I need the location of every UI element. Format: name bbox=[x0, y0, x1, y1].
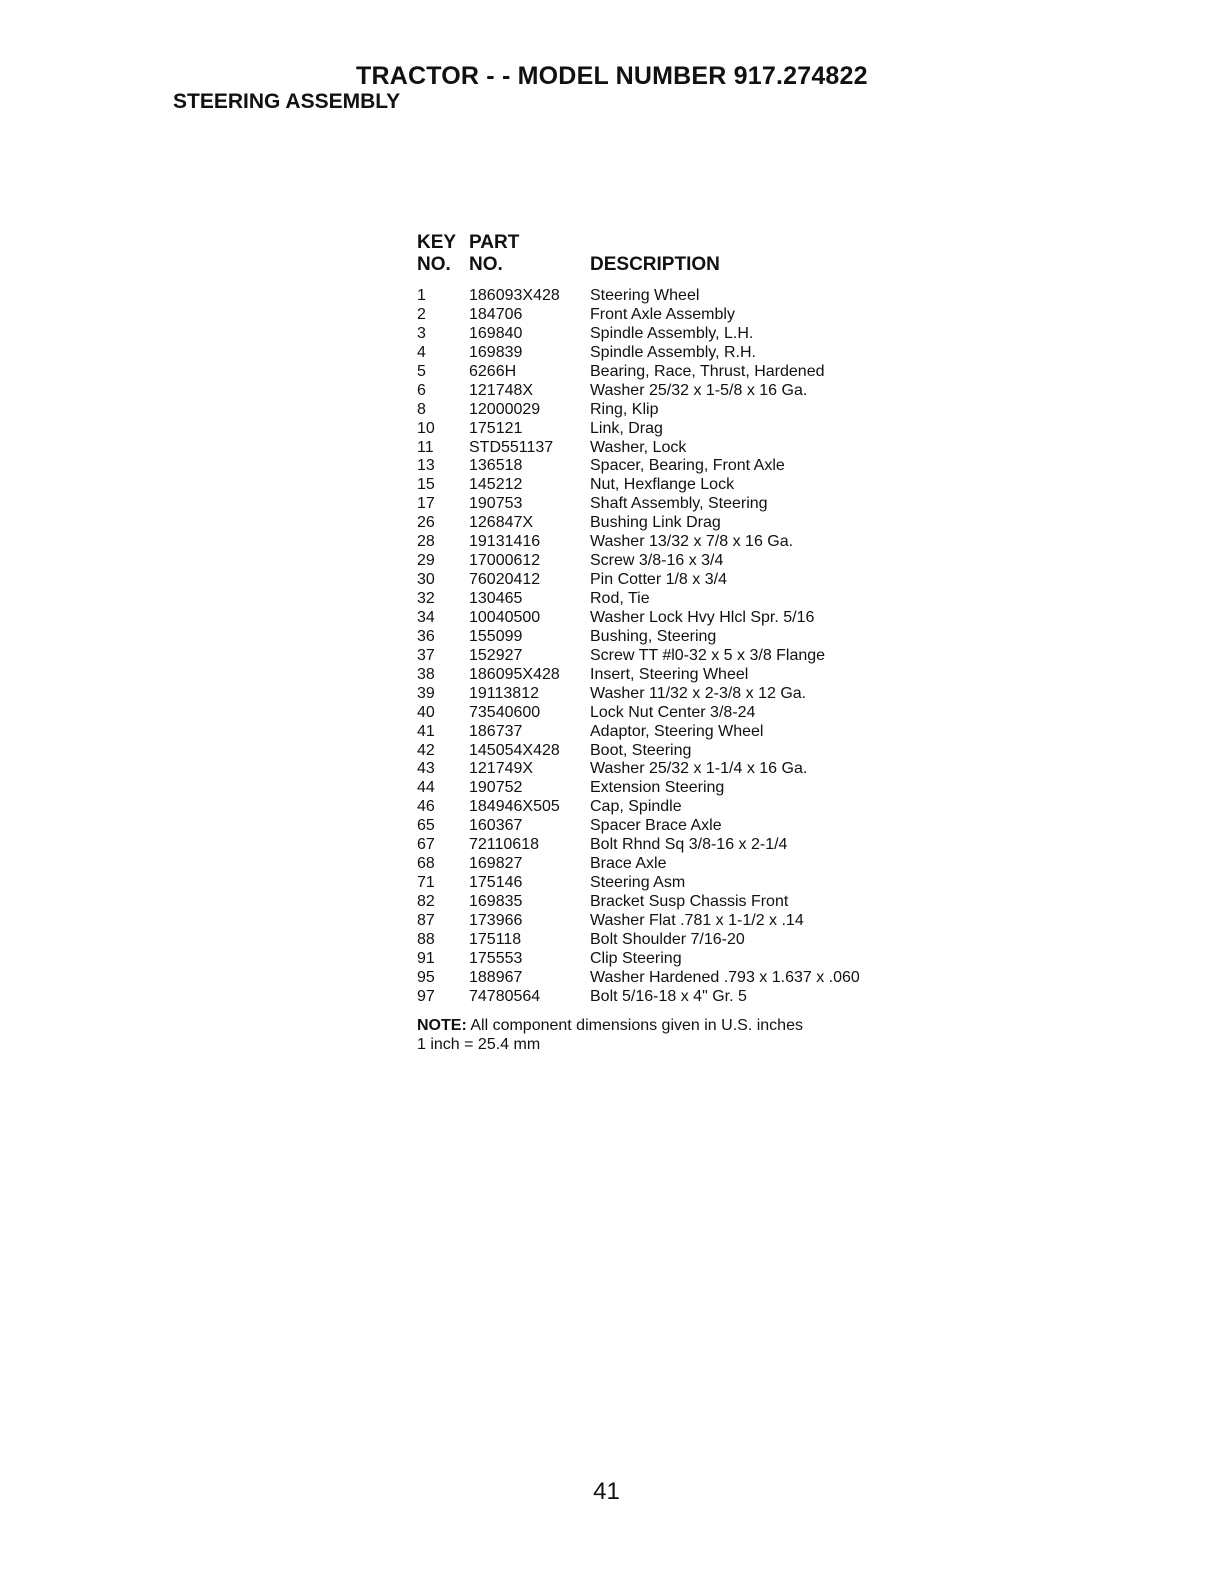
part-number-cell: STD551137 bbox=[469, 438, 554, 456]
description-cell: Washer 25/32 x 1-1/4 x 16 Ga. bbox=[590, 760, 808, 778]
table-row bbox=[417, 628, 937, 647]
table-row bbox=[417, 969, 937, 988]
part-number-cell: 169827 bbox=[469, 855, 523, 873]
description-cell: Spacer Brace Axle bbox=[590, 817, 722, 835]
table-body bbox=[417, 287, 937, 1007]
part-number-cell: 72110618 bbox=[469, 836, 539, 854]
part-number-cell: 121749X bbox=[469, 760, 534, 778]
table-row bbox=[417, 647, 937, 666]
part-number-cell: 155099 bbox=[469, 627, 523, 645]
part-number-cell: 173966 bbox=[469, 911, 523, 929]
table-row bbox=[417, 571, 937, 590]
key-cell: 28 bbox=[417, 533, 435, 551]
page-number: 41 bbox=[593, 1478, 620, 1505]
note bbox=[417, 1016, 803, 1054]
part-number-cell: 74780564 bbox=[469, 987, 541, 1005]
header-description: DESCRIPTION bbox=[590, 254, 720, 275]
part-number-cell: 19131416 bbox=[469, 533, 541, 551]
part-number-cell: 188967 bbox=[469, 968, 523, 986]
table-row bbox=[417, 514, 937, 533]
key-cell: 91 bbox=[417, 949, 435, 967]
key-cell: 43 bbox=[417, 760, 435, 778]
part-number-cell: 17000612 bbox=[469, 552, 541, 570]
key-cell: 32 bbox=[417, 590, 435, 607]
key-cell: 36 bbox=[417, 627, 435, 645]
part-number-cell: 160367 bbox=[469, 817, 523, 835]
description-cell: Bolt Shoulder 7/16-20 bbox=[590, 930, 745, 948]
part-number-cell: 152927 bbox=[469, 646, 523, 664]
key-cell: 15 bbox=[417, 476, 435, 494]
key-cell: 65 bbox=[417, 817, 435, 835]
description-cell: Washer, Lock bbox=[590, 438, 687, 456]
key-cell: 11 bbox=[417, 438, 434, 456]
table-row bbox=[417, 723, 937, 742]
part-number-cell: 184946X505 bbox=[469, 798, 560, 816]
description-cell: Extension Steering bbox=[590, 779, 725, 797]
table-row bbox=[417, 912, 937, 931]
part-number-cell: 145054X428 bbox=[469, 741, 560, 759]
table-row bbox=[417, 950, 937, 969]
key-cell: 68 bbox=[417, 855, 435, 873]
key-cell: 42 bbox=[417, 741, 435, 759]
description-cell: Boot, Steering bbox=[590, 741, 692, 759]
description-cell: Washer 11/32 x 2-3/8 x 12 Ga. bbox=[590, 684, 807, 702]
description-cell: Bushing Link Drag bbox=[590, 514, 721, 532]
note-conversion: 1 inch = 25.4 mm bbox=[417, 1036, 541, 1053]
note-line bbox=[417, 1016, 803, 1035]
key-cell: 13 bbox=[417, 457, 435, 475]
part-number-cell: 126847X bbox=[469, 514, 534, 532]
table-row bbox=[417, 287, 937, 306]
key-cell: 88 bbox=[417, 930, 435, 948]
description-cell: Bearing, Race, Thrust, Hardened bbox=[590, 362, 825, 380]
part-number-cell: 175118 bbox=[469, 930, 522, 948]
key-cell: 8 bbox=[417, 400, 426, 418]
key-cell: 30 bbox=[417, 571, 435, 589]
key-cell: 39 bbox=[417, 684, 435, 702]
key-cell: 40 bbox=[417, 703, 435, 721]
table-row bbox=[417, 439, 937, 458]
table-row bbox=[417, 590, 937, 609]
description-cell: Washer Lock Hvy Hlcl Spr. 5/16 bbox=[590, 608, 815, 626]
key-cell: 34 bbox=[417, 608, 435, 626]
table-row bbox=[417, 401, 937, 420]
key-cell: 29 bbox=[417, 552, 435, 570]
key-cell: 26 bbox=[417, 514, 435, 532]
table-row bbox=[417, 685, 937, 704]
description-cell: Cap, Spindle bbox=[590, 798, 682, 816]
part-number-cell: 175121 bbox=[469, 419, 523, 437]
header-key-bottom: NO. bbox=[417, 254, 451, 275]
description-cell: Lock Nut Center 3/8-24 bbox=[590, 703, 756, 721]
section-title: STEERING ASSEMBLY bbox=[173, 90, 401, 113]
note-text: All component dimensions given in U.S. inches bbox=[466, 1017, 803, 1034]
description-cell: Adaptor, Steering Wheel bbox=[590, 722, 764, 740]
description-cell: Washer 13/32 x 7/8 x 16 Ga. bbox=[590, 533, 794, 551]
description-cell: Bushing, Steering bbox=[590, 627, 717, 645]
part-number-cell: 6266H bbox=[469, 362, 517, 380]
key-cell: 3 bbox=[417, 324, 426, 342]
description-cell: Washer Flat .781 x 1-1/2 x .14 bbox=[590, 911, 804, 929]
key-cell: 4 bbox=[417, 343, 426, 361]
description-cell: Insert, Steering Wheel bbox=[590, 665, 749, 683]
part-number-cell: 145212 bbox=[469, 476, 523, 494]
table-row bbox=[417, 666, 937, 685]
description-cell: Spindle Assembly, R.H. bbox=[590, 343, 756, 361]
header-part-bottom: NO. bbox=[469, 254, 503, 275]
part-number-cell: 190753 bbox=[469, 495, 523, 513]
table-row bbox=[417, 817, 937, 836]
table-row bbox=[417, 779, 937, 798]
key-cell: 37 bbox=[417, 646, 435, 664]
key-cell: 97 bbox=[417, 987, 435, 1005]
part-number-cell: 73540600 bbox=[469, 703, 541, 721]
part-number-cell: 169840 bbox=[469, 324, 523, 342]
description-cell: Steering Wheel bbox=[590, 287, 700, 304]
table-row bbox=[417, 704, 937, 723]
part-number-cell: 19113812 bbox=[469, 684, 539, 702]
header-part-top: PART bbox=[469, 232, 520, 253]
table-row bbox=[417, 533, 937, 552]
key-cell: 5 bbox=[417, 362, 426, 380]
description-cell: Ring, Klip bbox=[590, 400, 659, 418]
table-row bbox=[417, 363, 937, 382]
key-cell: 46 bbox=[417, 798, 435, 816]
table-row bbox=[417, 382, 937, 401]
key-cell: 95 bbox=[417, 968, 435, 986]
description-cell: Bracket Susp Chassis Front bbox=[590, 893, 789, 910]
description-cell: Screw TT #l0-32 x 5 x 3/8 Flange bbox=[590, 646, 826, 664]
description-cell: Brace Axle bbox=[590, 855, 667, 873]
key-cell: 67 bbox=[417, 836, 435, 854]
table-row bbox=[417, 988, 937, 1007]
table-row bbox=[417, 609, 937, 628]
table-row bbox=[417, 931, 937, 950]
description-cell: Washer 25/32 x 1-5/8 x 16 Ga. bbox=[590, 381, 808, 399]
part-number-cell: 169839 bbox=[469, 343, 523, 361]
table-row bbox=[417, 742, 937, 761]
part-number-cell: 130465 bbox=[469, 590, 523, 607]
part-number-cell: 136518 bbox=[469, 457, 523, 475]
table-row bbox=[417, 495, 937, 514]
key-cell: 2 bbox=[417, 305, 426, 323]
part-number-cell: 190752 bbox=[469, 779, 523, 797]
table-row bbox=[417, 836, 937, 855]
table-row bbox=[417, 760, 937, 779]
page-title: TRACTOR - - MODEL NUMBER 917.274822 bbox=[356, 62, 868, 90]
table-row bbox=[417, 325, 937, 344]
part-number-cell: 184706 bbox=[469, 305, 523, 323]
description-cell: Clip Steering bbox=[590, 949, 682, 967]
key-cell: 17 bbox=[417, 495, 435, 513]
table-row bbox=[417, 476, 937, 495]
key-cell: 10 bbox=[417, 419, 435, 437]
description-cell: Shaft Assembly, Steering bbox=[590, 495, 768, 513]
part-number-cell: 186737 bbox=[469, 722, 523, 740]
description-cell: Bolt 5/16-18 x 4" Gr. 5 bbox=[590, 987, 747, 1005]
part-number-cell: 76020412 bbox=[469, 571, 541, 589]
description-cell: Front Axle Assembly bbox=[590, 305, 735, 323]
description-cell: Bolt Rhnd Sq 3/8-16 x 2-1/4 bbox=[590, 836, 788, 854]
header-key-top: KEY bbox=[417, 232, 457, 253]
description-cell: Washer Hardened .793 x 1.637 x .060 bbox=[590, 968, 860, 986]
description-cell: Steering Asm bbox=[590, 874, 686, 892]
part-number-cell: 10040500 bbox=[469, 608, 541, 626]
table-row bbox=[417, 874, 937, 893]
description-cell: Rod, Tie bbox=[590, 590, 650, 607]
table-row bbox=[417, 552, 937, 571]
table-row bbox=[417, 457, 937, 476]
key-cell: 71 bbox=[417, 874, 435, 892]
part-number-cell: 175146 bbox=[469, 874, 523, 892]
description-cell: Screw 3/8-16 x 3/4 bbox=[590, 552, 724, 570]
table-row bbox=[417, 420, 937, 439]
part-number-cell: 169835 bbox=[469, 893, 523, 910]
table-row bbox=[417, 855, 937, 874]
part-number-cell: 121748X bbox=[469, 381, 534, 399]
part-number-cell: 186093X428 bbox=[469, 287, 560, 304]
table-row bbox=[417, 344, 937, 363]
description-cell: Pin Cotter 1/8 x 3/4 bbox=[590, 571, 727, 589]
description-cell: Nut, Hexflange Lock bbox=[590, 476, 735, 494]
part-number-cell: 12000029 bbox=[469, 400, 541, 418]
key-cell: 41 bbox=[417, 722, 435, 740]
key-cell: 44 bbox=[417, 779, 435, 797]
note-label: NOTE: bbox=[417, 1017, 467, 1034]
description-cell: Spindle Assembly, L.H. bbox=[590, 324, 754, 342]
table-row bbox=[417, 893, 937, 912]
key-cell: 82 bbox=[417, 893, 435, 910]
description-cell: Link, Drag bbox=[590, 419, 663, 437]
key-cell: 38 bbox=[417, 665, 435, 683]
table-row bbox=[417, 306, 937, 325]
key-cell: 1 bbox=[417, 287, 426, 304]
key-cell: 6 bbox=[417, 381, 426, 399]
table-row bbox=[417, 798, 937, 817]
part-number-cell: 186095X428 bbox=[469, 665, 560, 683]
key-cell: 87 bbox=[417, 911, 435, 929]
part-number-cell: 175553 bbox=[469, 949, 523, 967]
description-cell: Spacer, Bearing, Front Axle bbox=[590, 457, 785, 475]
